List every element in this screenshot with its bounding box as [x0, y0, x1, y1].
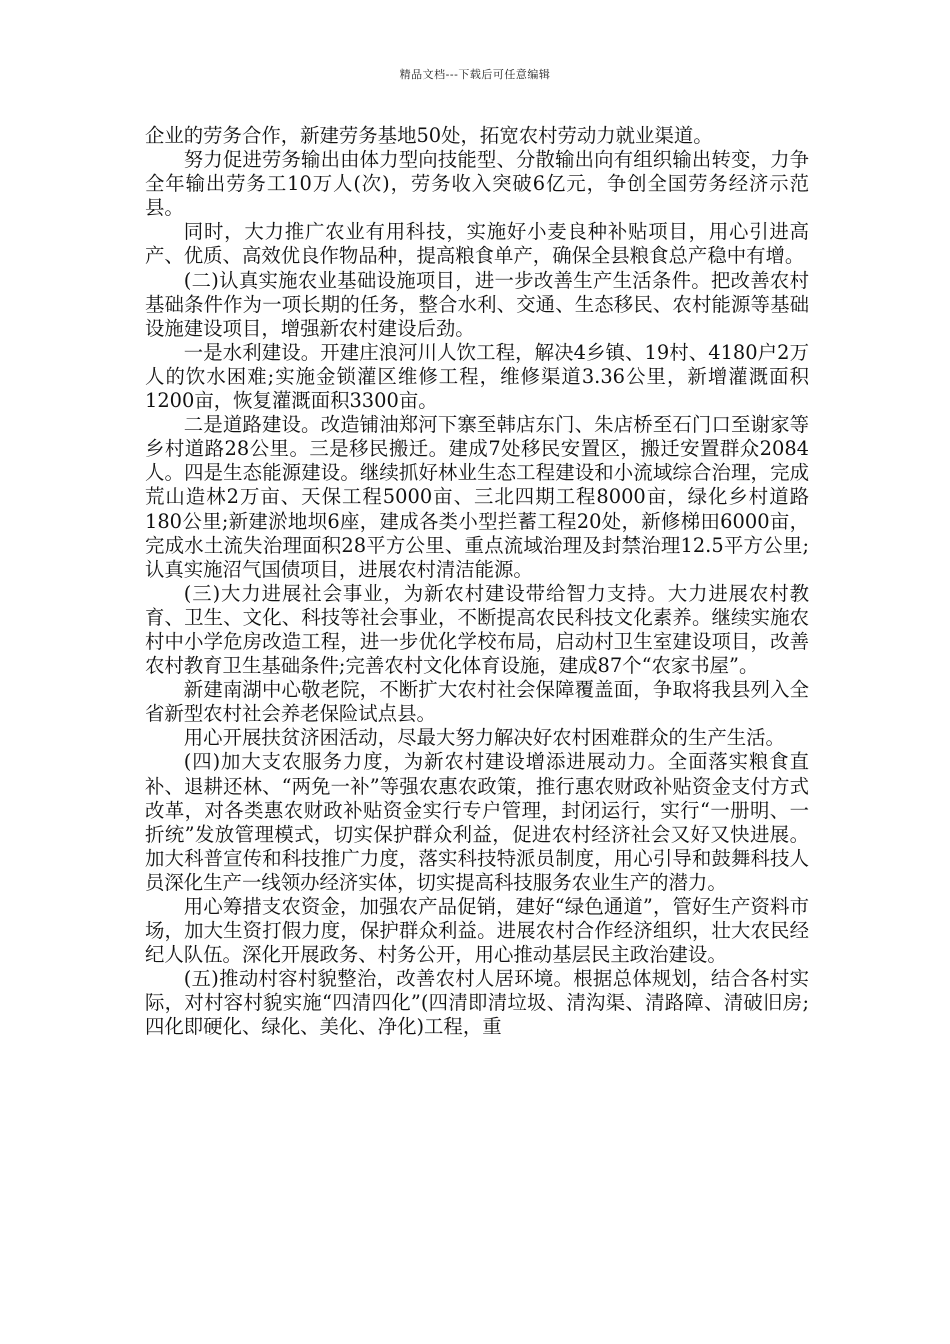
paragraph-11: 用心筹措支农资金，加强农产品促销，建好“绿色通道”，管好生产资料市场，加大生资打假力度，保护群众利益。进展农村合作经济组织，壮大农民经纪人队伍。深化开展政务、村务公开，用心推动基层民主政治建设。: [145, 895, 809, 967]
paragraph-7: (三)大力进展社会事业，为新农村建设带给智力支持。大力进展农村教育、卫生、文化、科技等社会事业，不断提高农民科技文化素养。继续实施农村中小学危房改造工程，进一步优化学校布局，启动村卫生室建设项目，改善农村教育卫生基础条件;完善农村文化体育设施，建成87个“农家书屋”。: [145, 581, 809, 678]
paragraph-3: 同时，大力推广农业有用科技，实施好小麦良种补贴项目，用心引进高产、优质、高效优良作物品种，提高粮食单产，确保全县粮食总产稳中有增。: [145, 220, 809, 268]
paragraph-8: 新建南湖中心敬老院，不断扩大农村社会保障覆盖面，争取将我县列入全省新型农村社会养老保险试点县。: [145, 678, 809, 726]
paragraph-4: (二)认真实施农业基础设施项目，进一步改善生产生活条件。把改善农村基础条件作为一项长期的任务，整合水利、交通、生态移民、农村能源等基础设施建设项目，增强新农村建设后劲。: [145, 268, 809, 340]
paragraph-2: 努力促进劳务输出由体力型向技能型、分散输出向有组织输出转变，力争全年输出劳务工10万人(次)，劳务收入突破6亿元，争创全国劳务经济示范县。: [145, 148, 809, 220]
paragraph-9: 用心开展扶贫济困活动，尽最大努力解决好农村困难群众的生产生活。: [183, 726, 785, 750]
paragraph-5: 一是水利建设。开建庄浪河川人饮工程，解决4乡镇、19村、4180户2万人的饮水困难;实施金锁灌区维修工程，维修渠道3.36公里，新增灌溉面积1200亩，恢复灌溉面积3300亩。: [145, 340, 809, 413]
page-header: 精品文档---下载后可任意编辑: [399, 68, 551, 81]
document-body: [145, 124, 809, 1040]
paragraph-6: 二是道路建设。改造铺油郑河下寨至韩店东门、朱店桥至石门口至谢家等乡村道路28公里。三是移民搬迁。建成7处移民安置区，搬迁安置群众2084人。四是生态能源建设。继续抓好林业生态工程建设和小流域综合治理，完成荒山造林2万亩、天保工程5000亩、三北四期工程8000亩，绿化乡村道路180公里;新建淤地坝6座，建成各类小型拦蓄工程20处，新修梯田6000亩，完成水土流失治理面积28平方公里、重点流域治理及封禁治理12.5平方公里;认真实施沼气国债项目，进展农村清洁能源。: [145, 413, 809, 581]
paragraph-1: 企业的劳务合作，新建劳务基地50处，拓宽农村劳动力就业渠道。: [145, 124, 713, 147]
paragraph-10: (四)加大支农服务力度，为新农村建设增添进展动力。全面落实粮食直补、退耕还林、“两免一补”等强农惠农政策，推行惠农财政补贴资金支付方式改革，对各类惠农财政补贴资金实行专户管理，封闭运行，实行“一册明、一折统”发放管理模式，切实保护群众利益，促进农村经济社会又好又快进展。加大科普宣传和科技推广力度，落实科技特派员制度，用心引导和鼓舞科技人员深化生产一线领办经济实体，切实提高科技服务农业生产的潜力。: [145, 750, 809, 894]
paragraph-12: (五)推动村容村貌整治，改善农村人居环境。根据总体规划，结合各村实际，对村容村貌实施“四清四化”(四清即清垃圾、清沟渠、清路障、清破旧房;四化即硬化、绿化、美化、净化)工程，重: [145, 967, 809, 1039]
